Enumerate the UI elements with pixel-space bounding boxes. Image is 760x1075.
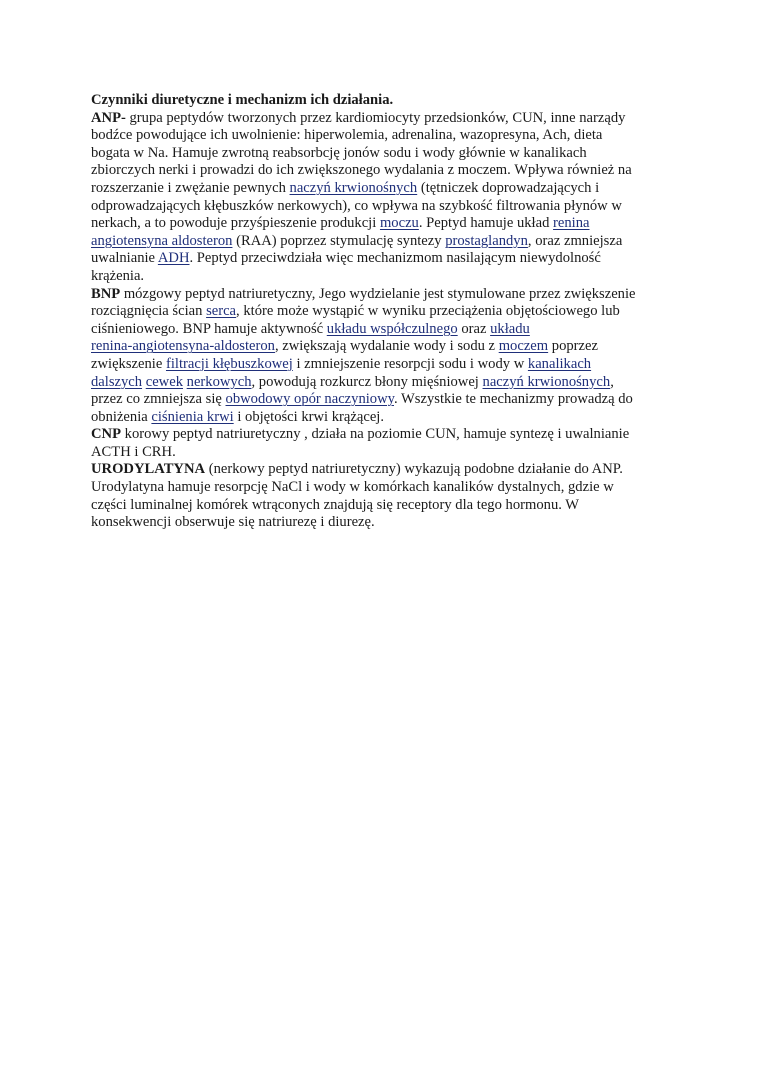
document-paragraphs (91, 110, 666, 532)
hyperlink[interactable]: układu (490, 320, 530, 337)
text-line (91, 303, 666, 321)
hyperlink[interactable]: serca (206, 303, 237, 320)
text-run: i objętości krwi krążącej. (233, 408, 385, 425)
text-line (91, 409, 666, 427)
hyperlink[interactable]: naczyń krwionośnych (482, 373, 611, 390)
hyperlink[interactable]: ADH (157, 250, 190, 267)
text-line (91, 145, 666, 163)
text-run: bogata w Na. Hamuje zwrotną reabsorbcję jonów sodu i wody głównie w kanalikach (91, 144, 587, 161)
text-run: obniżenia (91, 408, 152, 425)
text-line (91, 338, 666, 356)
text-run: części luminalnej komórek wtrąconych znajdują się receptory dla tego hormonu. W (91, 496, 580, 513)
text-run: , powodują rozkurcz błony mięśniowej (251, 373, 483, 390)
text-line (91, 110, 666, 128)
hyperlink[interactable]: prostaglandyn (445, 232, 528, 249)
text-line (91, 268, 666, 286)
text-run: uwalnianie (91, 250, 158, 267)
text-run: ACTH i CRH. (91, 443, 176, 460)
text-line (91, 479, 666, 497)
hyperlink[interactable]: kanalikach (527, 355, 592, 372)
hyperlink[interactable]: renina (553, 215, 590, 232)
text-run: grupa peptydów tworzonych przez kardiomiocyty przedsionków, CUN, inne narządy (125, 109, 626, 126)
text-line (91, 444, 666, 462)
text-line (91, 286, 666, 304)
text-line (91, 497, 666, 515)
hyperlink[interactable]: układu współczulnego (326, 320, 458, 337)
text-line (91, 127, 666, 145)
text-line (91, 461, 666, 479)
document-title: Czynniki diuretyczne i mechanizm ich działania. (91, 92, 394, 108)
text-run: oraz (457, 320, 491, 337)
hyperlink[interactable]: obwodowy opór naczyniowy (225, 391, 394, 408)
text-line (91, 215, 666, 233)
bold-term: CNP (91, 426, 121, 443)
text-line (91, 374, 666, 392)
text-run: , zwiększają wydalanie wody i sodu z (274, 338, 499, 355)
document-body (91, 92, 666, 532)
hyperlink[interactable]: moczu (379, 215, 419, 232)
text-run: poprzez (548, 338, 598, 355)
text-run: (nerkowy peptyd natriuretyczny) wykazują podobne działanie do ANP. (205, 461, 623, 478)
text-run: rozszerzanie i zwężanie pewnych (91, 179, 290, 196)
text-run: (RAA) poprzez stymulację syntezy (232, 232, 446, 249)
text-run: Urodylatyna hamuje resorpcję NaCl i wody w komórkach kanalików dystalnych, gdzie w (91, 479, 614, 496)
text-run: zbiorczych nerki i prowadzi do ich zwiększonego wydalania z moczem. Wpływa również na (91, 162, 632, 179)
text-run: , (610, 373, 614, 390)
text-run: i zmniejszenie resorpcji sodu i wody w (292, 355, 528, 372)
text-run: , oraz zmniejsza (527, 232, 623, 249)
text-line (91, 391, 666, 409)
hyperlink[interactable]: angiotensyna aldosteron (91, 232, 233, 249)
text-line (91, 198, 666, 216)
text-run: krążenia. (91, 267, 145, 284)
bold-term: URODYLATYNA (91, 461, 206, 478)
text-run: ciśnieniowego. BNP hamuje aktywność (91, 320, 327, 337)
text-line (91, 321, 666, 339)
hyperlink[interactable]: dalszych (91, 373, 143, 390)
text-run: konsekwencji obserwuje się natriurezę i diurezę. (91, 514, 375, 531)
bold-term: ANP- (91, 109, 126, 126)
text-run: przez co zmniejsza się (91, 391, 226, 408)
text-run: zwiększenie (91, 355, 166, 372)
text-line (91, 180, 666, 198)
text-line (91, 162, 666, 180)
text-run: , które może wystąpić w wyniku przeciążenia objętościowego lub (236, 303, 620, 320)
bold-term: BNP (91, 285, 121, 302)
text-run: bodźce powodujące ich uwolnienie: hiperwolemia, adrenalina, wazopresyna, Ach, dieta (91, 127, 603, 144)
text-run: . Wszystkie te mechanizmy prowadzą do (394, 391, 633, 408)
text-line (91, 250, 666, 268)
text-line (91, 426, 666, 444)
hyperlink[interactable]: filtracji kłębuszkowej (165, 355, 293, 372)
text-run: (tętniczek doprowadzających i (417, 179, 600, 196)
text-run: mózgowy peptyd natriuretyczny, Jego wydzielanie jest stymulowane przez zwiększenie (120, 285, 636, 302)
text-run: korowy peptyd natriuretyczny , działa na poziomie CUN, hamuje syntezę i uwalnianie (121, 426, 630, 443)
text-run: nerkach, a to powoduje przyśpieszenie produkcji (91, 215, 380, 232)
text-run: . Peptyd hamuje układ (418, 215, 554, 232)
hyperlink[interactable]: ciśnienia krwi (151, 408, 234, 425)
hyperlink[interactable]: naczyń krwionośnych (289, 179, 418, 196)
text-run: . Peptyd przeciwdziała więc mechanizmom nasilającym niewydolność (189, 250, 601, 267)
hyperlink[interactable]: nerkowych (186, 373, 252, 390)
text-line (91, 514, 666, 532)
text-run: odprowadzających kłębuszków nerkowych), co wpływa na szybkość filtrowania płynów w (91, 197, 622, 214)
hyperlink[interactable]: moczem (498, 338, 549, 355)
hyperlink[interactable]: cewek (145, 373, 183, 390)
text-run: rozciągnięcia ścian (91, 303, 207, 320)
text-line (91, 356, 666, 374)
text-line (91, 233, 666, 251)
hyperlink[interactable]: renina-angiotensyna-aldosteron (91, 338, 275, 355)
